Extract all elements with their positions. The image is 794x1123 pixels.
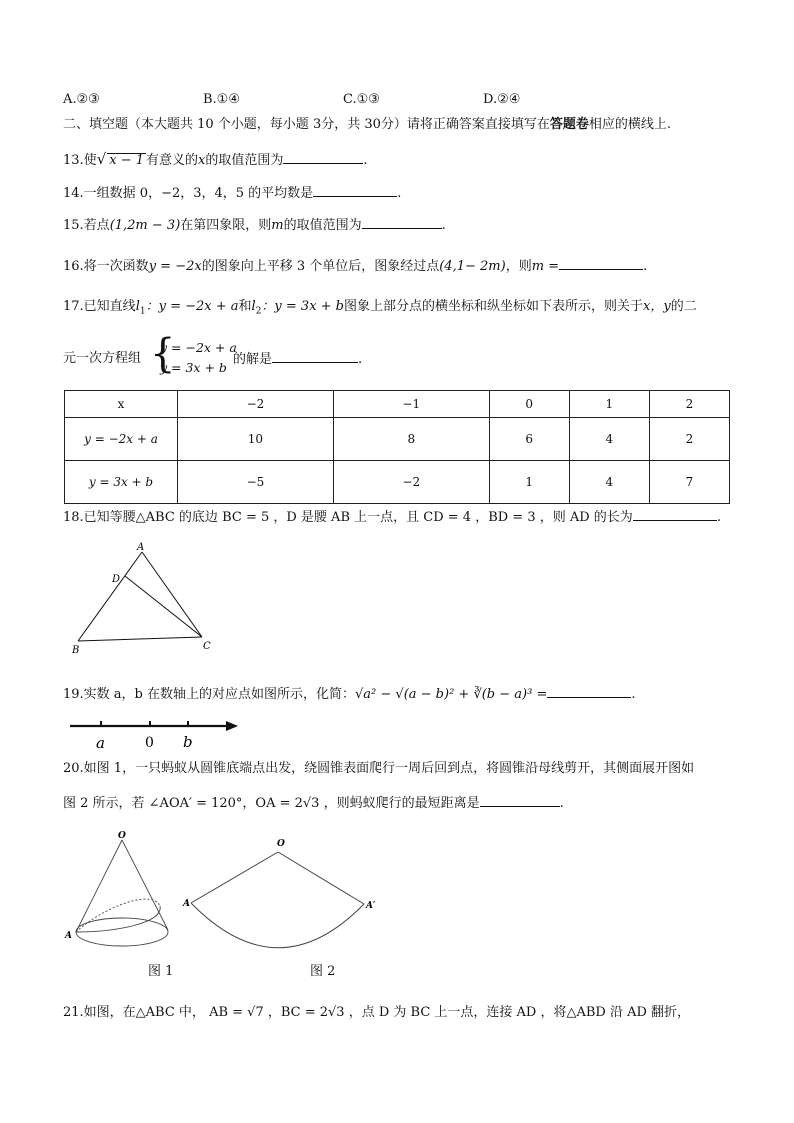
q17-text-a: 17.已知直线 — [63, 299, 136, 314]
q13-radicand: x − 1 — [109, 153, 145, 168]
caption-fig2: 图 2 — [310, 964, 336, 979]
label-zero: 0 — [145, 735, 154, 751]
q15-var: m — [271, 218, 284, 233]
q13-text-a: 13.使 — [63, 153, 97, 168]
label-a: A — [65, 931, 72, 941]
table-cell: 7 — [649, 461, 729, 504]
equation-2: y = 3x + b — [160, 360, 227, 375]
ant-path-visible — [76, 906, 160, 932]
cone-right-edge — [122, 840, 168, 930]
q16-var: m = — [531, 259, 560, 274]
table-cell: y = −2x + a — [65, 418, 178, 461]
section-heading — [63, 116, 671, 134]
q17-and: 和 — [238, 299, 252, 314]
q18-text: 18.已知等腰△ABC 的底边 BC = 5 ，D 是腰 AB 上一点，且 CD = 4 ，BD = 3 ，则 AD 的长为 — [63, 510, 633, 525]
q20-line2: 图 2 所示，若 ∠AOA′ = 120°，OA = 2√3 ，则蚂蚁爬行的最短距离是 — [63, 796, 480, 811]
q17-l2-eq: ：y = 3x + b — [261, 299, 345, 314]
label-o: O — [277, 839, 285, 849]
answer-blank[interactable] — [283, 151, 363, 164]
table-cell: 0 — [489, 391, 569, 418]
ant-path-hidden — [76, 899, 160, 932]
q17-l2-sub: 2 — [255, 306, 262, 317]
q17-xy: x，y — [643, 299, 671, 314]
q17-line2-text: 元一次方程组 — [63, 351, 142, 366]
table-cell: y = 3x + b — [65, 461, 178, 504]
number-line — [66, 716, 246, 752]
table-cell: −2 — [333, 461, 489, 504]
question-20-line2 — [63, 794, 564, 813]
table-cell: −5 — [178, 461, 334, 504]
label-b: B — [72, 645, 80, 656]
option-b: B.①④ — [203, 92, 240, 107]
table-cell: 1 — [569, 391, 649, 418]
table-cell: x — [65, 391, 178, 418]
q13-end: . — [363, 153, 368, 168]
section-suffix: 相应的横线上. — [588, 117, 672, 132]
q17-text-c: 的二 — [670, 299, 697, 314]
value-table — [64, 390, 730, 504]
q20-end: . — [559, 796, 564, 811]
question-13 — [63, 150, 368, 170]
table-row — [65, 391, 730, 418]
table-row — [65, 418, 730, 461]
q13-text-b: 有意义的 — [146, 153, 199, 168]
question-17-line2-end — [233, 350, 362, 369]
table-cell: 6 — [489, 418, 569, 461]
caption-fig1: 图 1 — [148, 964, 174, 979]
q17-l1: l — [135, 299, 140, 314]
q15-text-a: 15.若点 — [63, 218, 110, 233]
table-row — [65, 461, 730, 504]
question-18 — [63, 508, 721, 527]
label-c: C — [203, 641, 211, 652]
q14-text: 14.一组数据 0，−2，3，4，5 的平均数是 — [63, 186, 314, 201]
q16-fn: y = −2x — [148, 259, 202, 274]
q17-l1-eq: ：y = −2x + a — [145, 299, 239, 314]
sector-radius-left — [191, 852, 278, 903]
q18-end: . — [716, 510, 721, 525]
equation-1: y = −2x + a — [160, 340, 237, 355]
q17-end: . — [358, 352, 363, 367]
q16-text-a: 16.将一次函数 — [63, 259, 149, 274]
option-c: C.①③ — [343, 92, 380, 107]
answer-blank[interactable] — [362, 216, 442, 229]
label-a: A — [137, 542, 145, 553]
answer-blank[interactable] — [633, 508, 717, 521]
q16-end: . — [643, 259, 648, 274]
radical-sign: √ — [96, 150, 107, 168]
table-cell: −2 — [178, 391, 334, 418]
section-prefix: 二、填空题（本大题共 10 个小题，每小题 3分，共 30分）请将正确答案直接填写在 — [63, 117, 550, 132]
side-ab — [78, 552, 142, 641]
label-d: D — [112, 574, 121, 585]
q17-l2: l — [251, 299, 256, 314]
label-a-prime: A′ — [366, 901, 376, 911]
option-d: D.②④ — [483, 92, 521, 107]
question-16 — [63, 257, 647, 276]
q15-point: (1,2m − 3) — [109, 218, 181, 233]
table-cell: 2 — [649, 391, 729, 418]
answer-blank[interactable] — [480, 794, 560, 807]
option-a: A.②③ — [63, 92, 100, 107]
q15-end: . — [441, 218, 446, 233]
answer-blank[interactable] — [559, 257, 643, 270]
label-a: a — [96, 734, 105, 752]
q13-text-c: 的取值范围为 — [205, 153, 284, 168]
table-cell: 4 — [569, 418, 649, 461]
sector-radius-right — [278, 852, 364, 904]
q16-point: (4,1− 2m) — [439, 259, 506, 274]
question-17-line2 — [63, 350, 141, 368]
table-cell: 1 — [489, 461, 569, 504]
question-20-line1 — [63, 760, 694, 778]
q17-l1-sub: 1 — [139, 306, 146, 317]
answer-blank[interactable] — [272, 350, 358, 363]
equation-system — [160, 338, 237, 378]
q15-text-b: 在第四象限，则 — [180, 218, 272, 233]
q17-text-b: 图象上部分点的横坐标和纵坐标如下表所示，则关于 — [344, 299, 644, 314]
table-cell: 10 — [178, 418, 334, 461]
sector-arc — [191, 903, 364, 948]
sector-figure — [180, 832, 390, 952]
label-a: A — [183, 899, 190, 909]
segment-cd — [125, 576, 202, 637]
cone-figure — [62, 826, 192, 956]
q17-line2-b: 的解是 — [233, 352, 273, 367]
table-cell: −1 — [333, 391, 489, 418]
q13-var: x — [198, 153, 206, 168]
q16-text-b: 的图象向上平移 3 个单位后，图象经过点 — [201, 259, 440, 274]
question-15 — [63, 216, 446, 235]
question-19 — [63, 685, 635, 704]
side-ac — [142, 552, 202, 637]
q15-text-c: 的取值范围为 — [283, 218, 362, 233]
q19-end: . — [631, 687, 636, 702]
q19-text: 19.实数 a，b 在数轴上的对应点如图所示，化简： — [63, 687, 356, 702]
answer-blank[interactable] — [313, 184, 397, 197]
q16-text-c: ，则 — [505, 259, 532, 274]
table-cell: 8 — [333, 418, 489, 461]
answer-blank[interactable] — [547, 685, 631, 698]
question-14 — [63, 184, 401, 203]
label-b: b — [183, 733, 193, 751]
q19-expr: √a² − √(a − b)² + ∛(b − a)³ = — [355, 687, 548, 702]
system-brace: { — [150, 331, 176, 377]
table-cell: 4 — [569, 461, 649, 504]
question-21 — [63, 1004, 690, 1022]
side-bc — [78, 637, 202, 641]
label-o: O — [118, 831, 126, 841]
triangle-figure — [66, 540, 226, 660]
q21-text: 21.如图，在△ABC 中， AB = √7 ，BC = 2√3 ，点 D 为 BC 上一点，连接 AD ，将△ABD 沿 AD 翻折， — [63, 1005, 691, 1020]
q20-line1: 20.如图 1，一只蚂蚁从圆锥底端点出发，绕圆锥表面爬行一周后回到点，将圆锥沿母线剪开，其侧面展开图如 — [63, 761, 695, 776]
section-bold: 答题卷 — [549, 117, 589, 132]
q14-end: . — [397, 186, 402, 201]
question-17-line1 — [63, 298, 697, 321]
arrow-icon — [226, 721, 238, 731]
table-cell: 2 — [649, 418, 729, 461]
